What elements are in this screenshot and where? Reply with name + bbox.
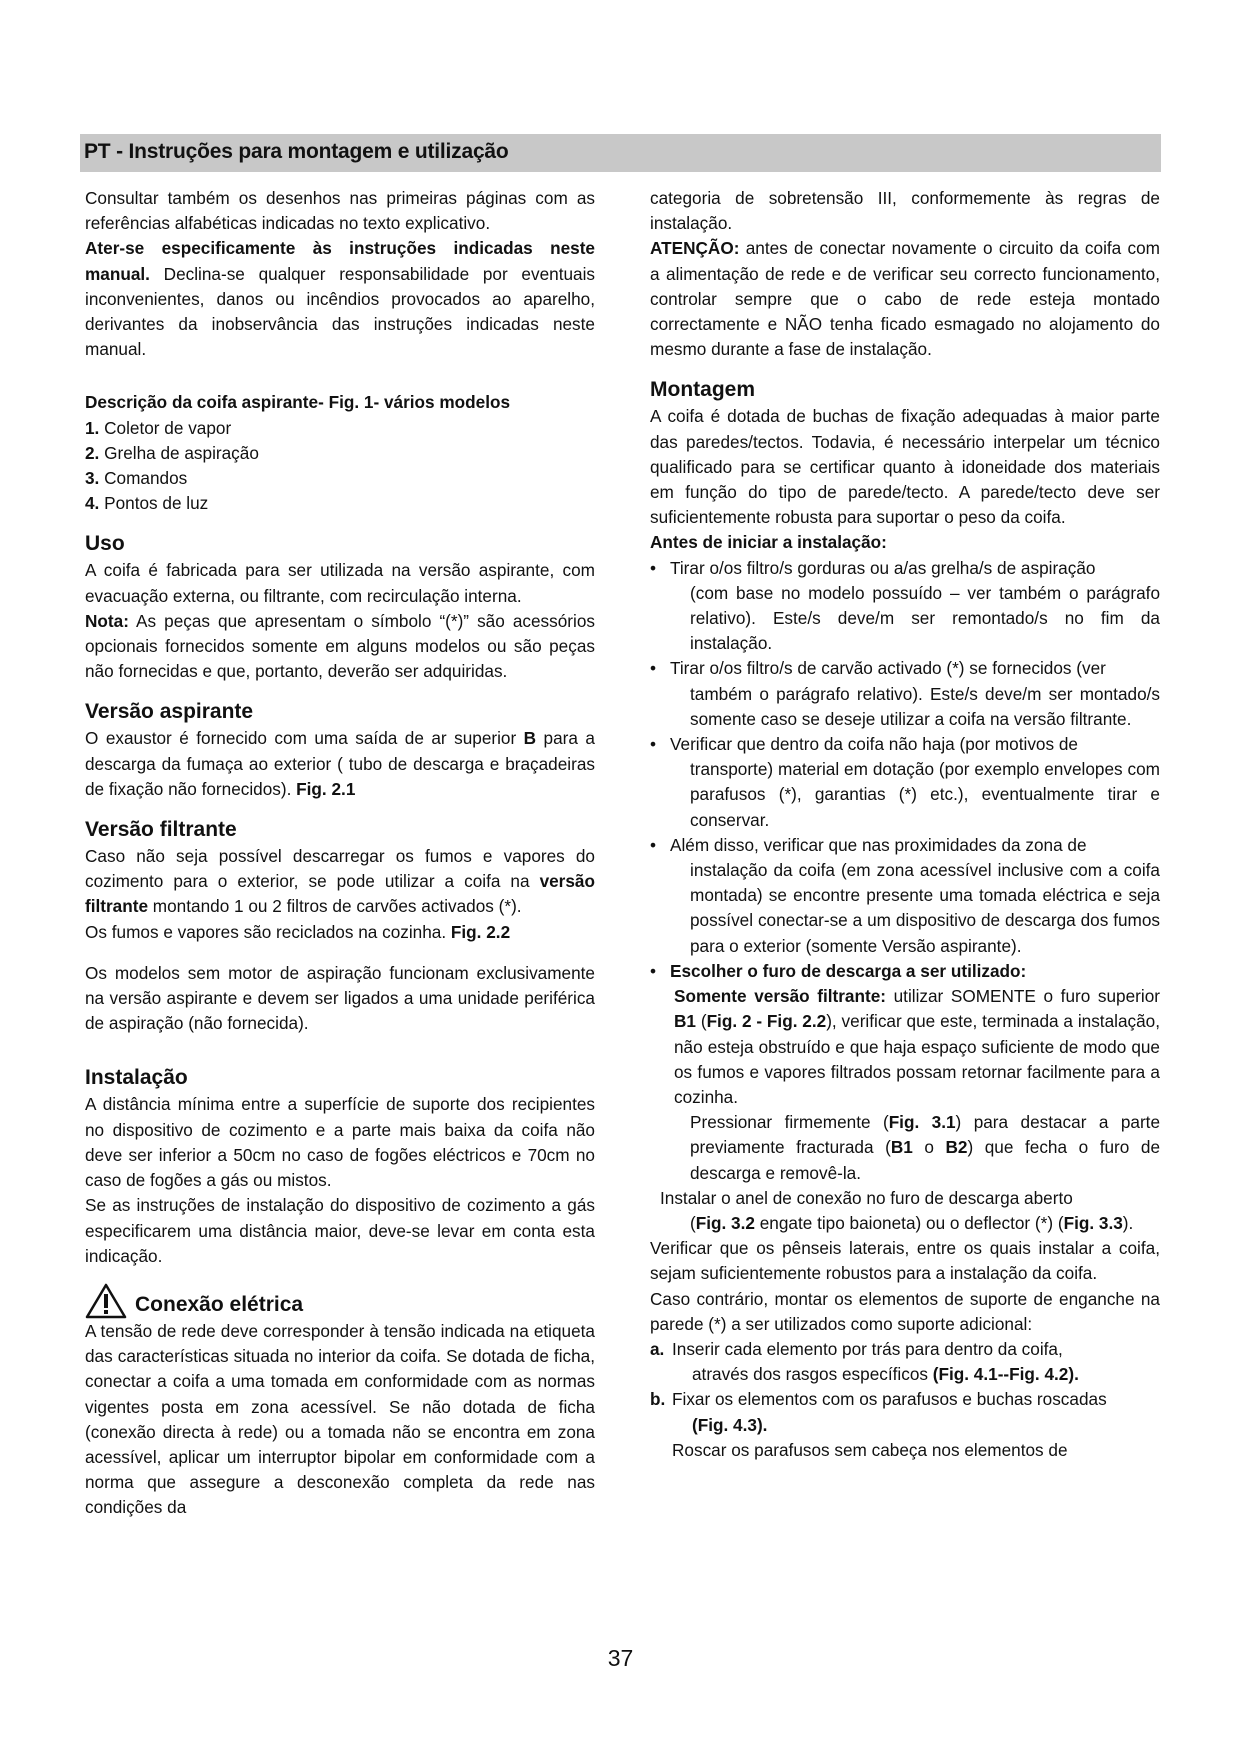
instalacao-paragraph-2: Se as instruções de instalação do dispositivo de cozimento a gás especificarem uma distância maior, deve-se levar em conta esta indicação. [85,1195,595,1266]
atencao-paragraph: ATENÇÃO: antes de conectar novamente o circuito da coifa com a alimentação de rede e de verificar seu correcto funcionamento, controlar sempre que o cabo de rede esteja montado correctamente e NÃO tenha ficado esmagado no alojamento do mesmo durante a fase de instalação. [650,238,1160,360]
caso-paragraph: Caso contrário, montar os elementos de suporte de enganche na parede (*) a ser utilizados como suporte adicional: [650,1288,1160,1334]
list-item: • Tirar o/os filtro/s gorduras ou a/as grelha/s de aspiração (com base no modelo possuído – ver também o parágrafo relativo). Este/s deve/m ser remontado/s no fim da instalação. [650,557,1160,654]
warning-triangle-icon [85,1283,127,1319]
list-item: • Além disso, verificar que nas proximidades da zona de instalação da coifa (em zona acessível inclusive com a coifa montada) se encontre presente uma tomada eléctrica e seja possível conectar-se a um dispositivo de descarga dos fumos para o exterior (somente Versão aspirante). [650,834,1160,956]
conexao-heading-row [85,1283,595,1319]
list-item: 1. Coletor de vapor [85,417,232,438]
filtrante-heading: Versão filtrante [85,818,237,842]
anel-paragraph: Instalar o anel de conexão no furo de descarga aberto [660,1187,1073,1208]
list-item: a. Inserir cada elemento por trás para dentro da coifa, através dos rasgos específicos (Fig. 4.1--Fig. 4.2). [650,1338,1079,1385]
antes-heading: Antes de iniciar a instalação: [650,532,887,553]
intro-disclaimer: Ater-se especificamente às instruções indicadas neste manual. Declina-se qualquer responsabilidade por eventuais inconvenientes, danos ou incêndios provocados ao aparelho, derivantes da inobservância das instruções indicadas neste manual. [85,238,595,360]
modelos-paragraph: Os modelos sem motor de aspiração funcionam exclusivamente na versão aspirante e devem ser ligados a uma unidade periférica de aspiração (não fornecida). [85,962,595,1034]
aspirante-heading: Versão aspirante [85,700,254,724]
description-list [85,416,595,517]
verificar-paragraph: Verificar que os pênseis laterais, entre os quais instalar a coifa, sejam suficientemente robustos para a instalação da coifa. [650,1238,1160,1284]
sobretensao-paragraph: categoria de sobretensão III, conformemente às regras de instalação. [650,188,1160,234]
filtrante-paragraph: Caso não seja possível descarregar os fumos e vapores do cozimento para o exterior, se pode utilizar a coifa na versão filtrante montando 1 ou 2 filtros de carvões activados (*). [85,846,595,917]
section-header [80,134,1161,172]
description-title: Descrição da coifa aspirante- Fig. 1- vários modelos [85,392,511,413]
aspirante-paragraph: O exaustor é fornecido com uma saída de ar superior B para a descarga da fumaça ao exterior ( tubo de descarga e braçadeiras de fixação não fornecidos). Fig. 2.1 [85,728,595,799]
list-item: 2. Grelha de aspiração [85,442,259,463]
uso-paragraph: A coifa é fabricada para ser utilizada na versão aspirante, com evacuação externa, ou filtrante, com recirculação interna. [85,560,595,606]
roscar-paragraph: Roscar os parafusos sem cabeça nos elementos de [672,1439,1068,1460]
nota-paragraph: Nota: As peças que apresentam o símbolo “(*)” são acessórios opcionais fornecidos somente em alguns modelos ou são peças não fornecidas e que, portanto, deverão ser adquiridas. [85,610,595,682]
list-item: 3. Comandos [85,468,188,489]
somente-filtrante-paragraph: Somente versão filtrante: utilizar SOMENTE o furo superior B1 (Fig. 2 - Fig. 2.2), verificar que este, terminada a instalação, não esteja obstruído e que haja espaço suficiente de modo que os fumos e vapores filtrados possam retornar facilmente para a cozinha. [674,986,1161,1107]
list-item: • Tirar o/os filtro/s de carvão activado (*) se fornecidos (ver também o parágrafo relativo). Este/s deve/m ser montado/s somente caso se deseje utilizar a coifa na versão filtrante. [650,658,1160,729]
list-item: • Verificar que dentro da coifa não haja (por motivos de transporte) material em dotação (por exemplo envelopes com parafusos (*), garantias (*) etc.), eventualmente tirar e conservar. [650,734,1160,830]
instalacao-heading: Instalação [85,1066,188,1090]
list-item: b. Fixar os elementos com os parafusos e buchas roscadas (Fig. 4.3). [650,1389,1107,1435]
page-number: 37 [607,1645,634,1671]
list-item: • Escolher o furo de descarga a ser utilizado: [650,960,1027,981]
right-column [650,186,1160,1463]
left-column [85,186,595,1521]
list-item: 4. Pontos de luz [85,493,209,514]
intro-paragraph: Consultar também os desenhos nas primeiras páginas com as referências alfabéticas indicadas no texto explicativo. [85,188,595,234]
filtrante-recycle: Os fumos e vapores são reciclados na cozinha. Fig. 2.2 [85,921,511,942]
conexao-paragraph: A tensão de rede deve corresponder à tensão indicada na etiqueta das características situada no interior da coifa. Se dotada de ficha, conectar a coifa a uma tomada em conformidade com as normas vigentes posta em zona acessível. Se não dotada de ficha (conexão directa à rede) ou a tomada não se encontra em zona acessível, aplicar um interruptor bipolar em conformidade com a norma que assegure a desconexão completa da rede nas condições da [85,1320,595,1518]
anel-paragraph-cont: (Fig. 3.2 engate tipo baioneta) ou o deflector (*) (Fig. 3.3). [690,1212,1134,1233]
conexao-heading: Conexão elétrica [135,1292,304,1316]
montagem-heading: Montagem [650,378,755,402]
instalacao-paragraph: A distância mínima entre a superfície de suporte dos recipientes no dispositivo de cozimento e a parte mais baixa da coifa não deve ser inferior a 50cm no caso de fogões eléctricos e 70cm no caso de fogões a gás ou mistos. [85,1094,595,1191]
montagem-paragraph: A coifa é dotada de buchas de fixação adequadas à maior parte das paredes/tectos. Todavia, é necessário interpelar um técnico qualificado para se certificar quanto à idoneidade dos materiais em função do tipo de parede/tecto. A parede/tecto deve ser suficientemente robusta para suportar o peso da coifa. [650,406,1160,528]
pressionar-paragraph: Pressionar firmemente (Fig. 3.1) para destacar a parte previamente fracturada (B1 o B2) que fecha o furo de descarga e removê-la. [690,1112,1160,1183]
section-title: PT - Instruções para montagem e utilização [84,140,509,163]
uso-heading: Uso [85,532,125,556]
